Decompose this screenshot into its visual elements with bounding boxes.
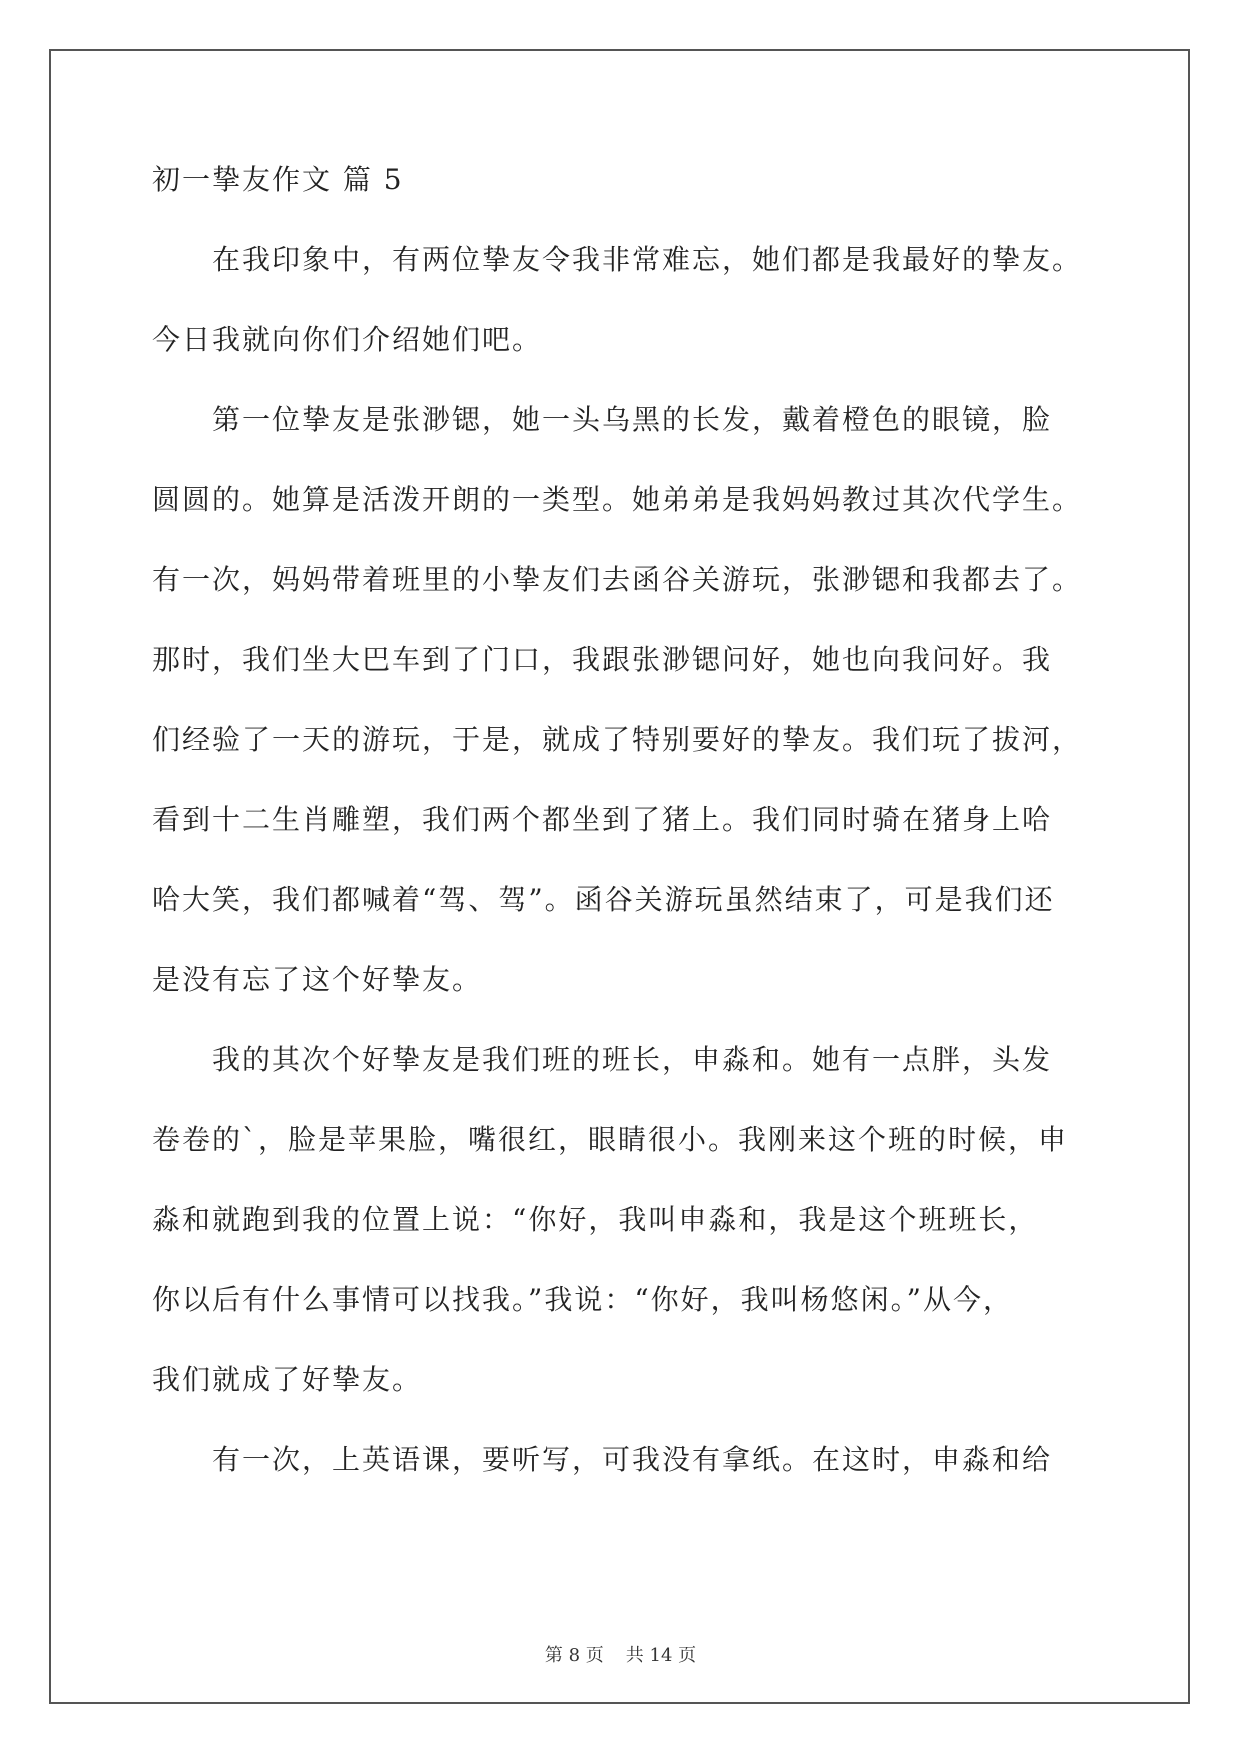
text-line: 有一次，妈妈带着班里的小挚友们去函谷关游玩，张渺锶和我都去了。 bbox=[152, 563, 1083, 596]
text-line: 第一位挚友是张渺锶，她一头乌黑的长发，戴着橙色的眼镜，脸 bbox=[212, 403, 1053, 436]
text-line: 有一次，上英语课，要听写，可我没有拿纸。在这时，申淼和给 bbox=[212, 1443, 1053, 1476]
text-line: 今日我就向你们介绍她们吧。 bbox=[152, 323, 543, 356]
page-footer bbox=[0, 1644, 1241, 1668]
text-line: 你以后有什么事情可以找我。”我说：“你好，我叫杨悠闲。”从今， bbox=[152, 1283, 1013, 1316]
text-line: 哈大笑，我们都喊着“驾、驾”。函谷关游玩虽然结束了，可是我们还 bbox=[152, 883, 1055, 916]
text-line: 们经验了一天的游玩，于是，就成了特别要好的挚友。我们玩了拔河， bbox=[152, 723, 1083, 756]
text-line: 卷卷的`，脸是苹果脸，嘴很红，眼睛很小。我刚来这个班的时候，申 bbox=[152, 1123, 1069, 1156]
page-number: 第 8 页 bbox=[544, 1645, 604, 1666]
text-line: 看到十二生肖雕塑，我们两个都坐到了猪上。我们同时骑在猪身上哈 bbox=[152, 803, 1053, 836]
text-line: 在我印象中，有两位挚友令我非常难忘，她们都是我最好的挚友。 bbox=[212, 243, 1083, 276]
text-line: 圆圆的。她算是活泼开朗的一类型。她弟弟是我妈妈教过其次代学生。 bbox=[152, 483, 1083, 516]
text-line: 淼和就跑到我的位置上说：“你好，我叫申淼和，我是这个班班长， bbox=[152, 1203, 1039, 1236]
document-body bbox=[152, 160, 1092, 1520]
text-line: 是没有忘了这个好挚友。 bbox=[152, 963, 483, 996]
text-line: 那时，我们坐大巴车到了门口，我跟张渺锶问好，她也向我问好。我 bbox=[152, 643, 1053, 676]
text-line: 我们就成了好挚友。 bbox=[152, 1363, 423, 1396]
document-title: 初一挚友作文 篇 5 bbox=[152, 163, 404, 196]
text-line: 我的其次个好挚友是我们班的班长，申淼和。她有一点胖，头发 bbox=[212, 1043, 1053, 1076]
page-total: 共 14 页 bbox=[625, 1645, 697, 1666]
